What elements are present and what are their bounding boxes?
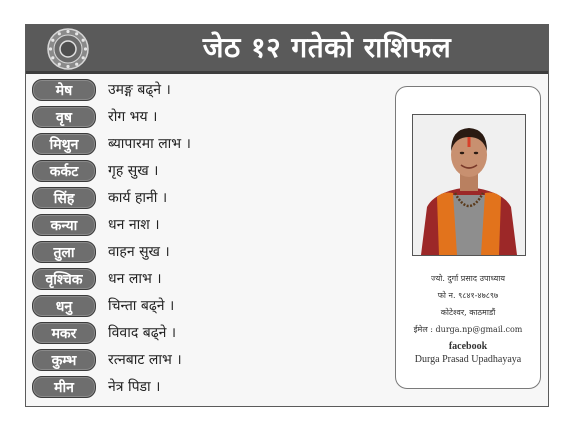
list-item (32, 160, 392, 184)
astrologer-email: ईमेल : durga.np@gmail.com (413, 325, 523, 334)
list-item (32, 241, 392, 265)
sign-badge: कन्या (32, 214, 96, 236)
sign-badge: मकर (32, 322, 96, 344)
astrologer-info (396, 270, 540, 366)
facebook-name: Durga Prasad Upadhayaya (414, 354, 522, 365)
sign-reading: चिन्ता बढ्ने । (108, 298, 175, 314)
sign-reading: विवाद बढ्ने । (108, 325, 177, 341)
list-item (32, 79, 392, 103)
header-bar (26, 25, 548, 74)
sign-badge: मिथुन (32, 133, 96, 155)
astrologer-address: कोटेश्वर, काठमाडौं (440, 308, 496, 317)
facebook-label: facebook (448, 341, 488, 352)
zodiac-wheel-icon (46, 27, 90, 71)
sign-badge: तुला (32, 241, 96, 263)
sign-reading: गृह सुख । (108, 163, 159, 179)
sign-reading: नेत्र पिडा । (108, 379, 161, 395)
sign-reading: वाहन सुख । (108, 244, 170, 260)
sign-reading: धन नाश । (108, 217, 160, 233)
list-item (32, 106, 392, 130)
sign-reading: उमङ्ग बढ्ने । (108, 82, 171, 98)
horoscope-panel (25, 24, 549, 407)
astrologer-card (395, 86, 541, 389)
sign-reading: धन लाभ । (108, 271, 162, 287)
astrologer-photo (412, 114, 526, 256)
sign-reading: रोग भय । (108, 109, 158, 125)
sign-badge: मेष (32, 79, 96, 101)
list-item (32, 349, 392, 373)
sign-badge: वृष (32, 106, 96, 128)
list-item (32, 295, 392, 319)
sign-reading: ब्यापारमा लाभ । (108, 136, 191, 152)
list-item (32, 214, 392, 238)
list-item (32, 187, 392, 211)
sign-reading: कार्य हानी । (108, 190, 168, 206)
sign-badge: कर्कट (32, 160, 96, 182)
sign-badge: सिंह (32, 187, 96, 209)
astrologer-name-np: ज्यो. दुर्गा प्रसाद उपाध्याय (431, 274, 505, 283)
sign-reading: रत्नबाट लाभ । (108, 352, 182, 368)
list-item (32, 268, 392, 292)
sign-badge: धनु (32, 295, 96, 317)
list-item (32, 133, 392, 157)
page-title: जेठ १२ गतेको राशिफल (202, 31, 452, 64)
astrologer-phone: फो न. ९८४१-४७८९७ (437, 291, 499, 300)
sign-badge: वृश्चिक (32, 268, 96, 290)
list-item (32, 322, 392, 346)
list-item (32, 376, 392, 400)
sign-badge: कुम्भ (32, 349, 96, 371)
sign-badge: मीन (32, 376, 96, 398)
